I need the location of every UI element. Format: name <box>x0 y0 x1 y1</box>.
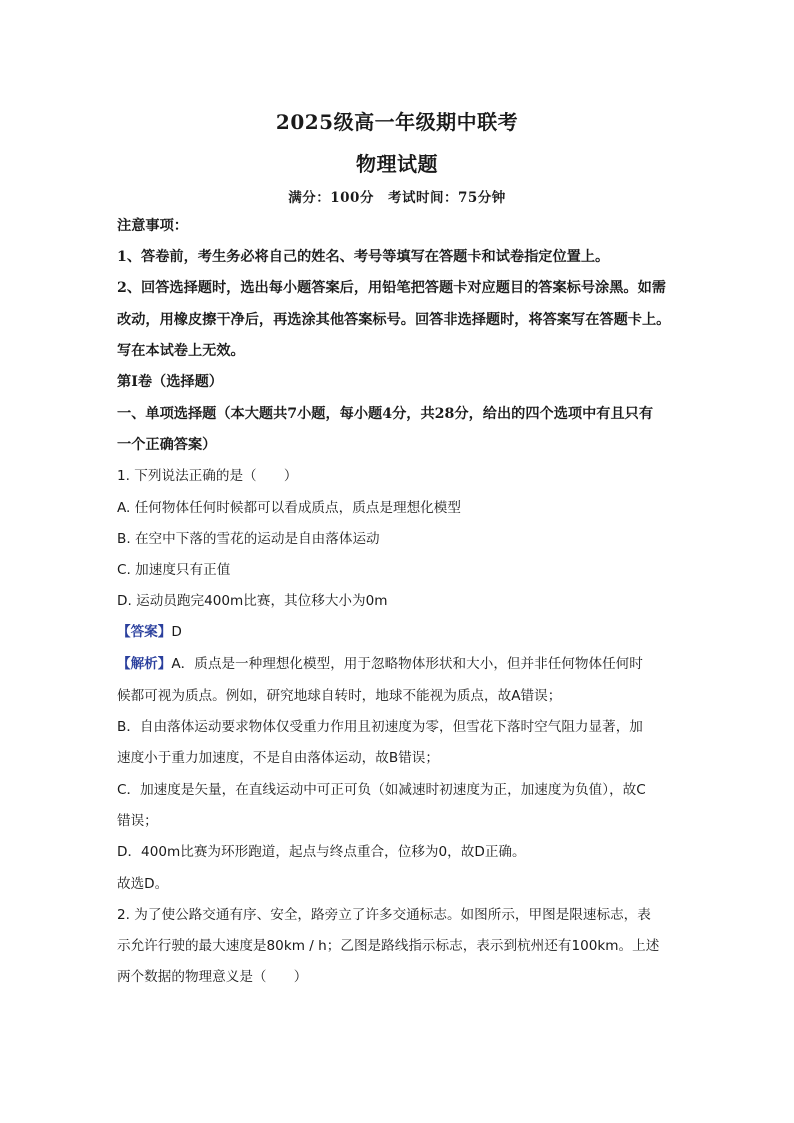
question-1-analysis-line-8: 故选D。 <box>117 876 169 892</box>
question-2-line-1: 2. 为了使公路交通有序、安全，路旁立了许多交通标志。如图所示，甲图是限速标志，表 <box>117 907 651 923</box>
question-1-analysis-line-6: 错误； <box>117 813 158 829</box>
notes-item-2-line-2: 改动，用橡皮擦干净后，再选涂其他答案标号。回答非选择题时，将答案写在答题卡上。 <box>117 312 671 328</box>
question-1-analysis-line-4: 速度小于重力加速度，不是自由落体运动，故B错误； <box>117 750 439 766</box>
question-1-answer <box>117 622 677 642</box>
subject-title: 物理试题 <box>356 152 438 176</box>
question-1-analysis-line-1 <box>117 654 677 674</box>
notes-item-1: 1、答卷前，考生务必将自己的姓名、考号等填写在答题卡和试卷指定位置上。 <box>117 249 610 265</box>
notes-item-2-line-3: 写在本试卷上无效。 <box>117 343 245 359</box>
question-1-analysis-line-7: D．400m比赛为环形跑道，起点与终点重合，位移为0，故D正确。 <box>117 844 526 860</box>
question-2-line-2: 示允许行驶的最大速度是80km / h；乙图是路线指示标志，表示到杭州还有100km。上述 <box>117 938 660 954</box>
question-1-analysis-line-5: C．加速度是矢量，在直线运动中可正可负（如减速时初速度为正，加速度为负值），故C <box>117 782 646 798</box>
exam-title: 2025级高一年级期中联考 <box>275 110 519 134</box>
answer-value: D <box>171 624 182 640</box>
notes-heading: 注意事项： <box>117 218 188 234</box>
analysis-tag: 【解析】 <box>117 656 172 672</box>
answer-tag: 【答案】 <box>117 624 172 640</box>
section-heading-line-2: 一个正确答案） <box>117 437 217 453</box>
question-1-analysis-line-3: B．自由落体运动要求物体仅受重力作用且初速度为零，但雪花下落时空气阻力显著，加 <box>117 719 643 735</box>
question-1-option-b: B. 在空中下落的雪花的运动是自由落体运动 <box>117 531 380 547</box>
question-1-option-c: C. 加速度只有正值 <box>117 562 231 578</box>
question-1-analysis-line-2: 候都可视为质点。例如，研究地球自转时，地球不能视为质点，故A错误； <box>117 688 562 704</box>
section-heading-line-1: 一、单项选择题（本大题共7小题，每小题4分，共28分，给出的四个选项中有且只有 <box>117 406 654 422</box>
analysis-text: A．质点是一种理想化模型，用于忽略物体形状和大小，但并非任何物体任何时 <box>171 656 643 672</box>
question-1-stem: 1. 下列说法正确的是（ ） <box>117 468 298 484</box>
question-1-option-a: A. 任何物体任何时候都可以看成质点，质点是理想化模型 <box>117 500 461 516</box>
question-2-line-3: 两个数据的物理意义是（ ） <box>117 969 308 985</box>
volume-heading: 第I卷（选择题） <box>117 374 223 390</box>
exam-meta: 满分：100分 考试时间：75分钟 <box>288 190 506 206</box>
question-1-option-d: D. 运动员跑完400m比赛，其位移大小为0m <box>117 593 388 609</box>
notes-item-2-line-1: 2、回答选择题时，选出每小题答案后，用铅笔把答题卡对应题目的答案标号涂黑。如需 <box>117 280 666 296</box>
